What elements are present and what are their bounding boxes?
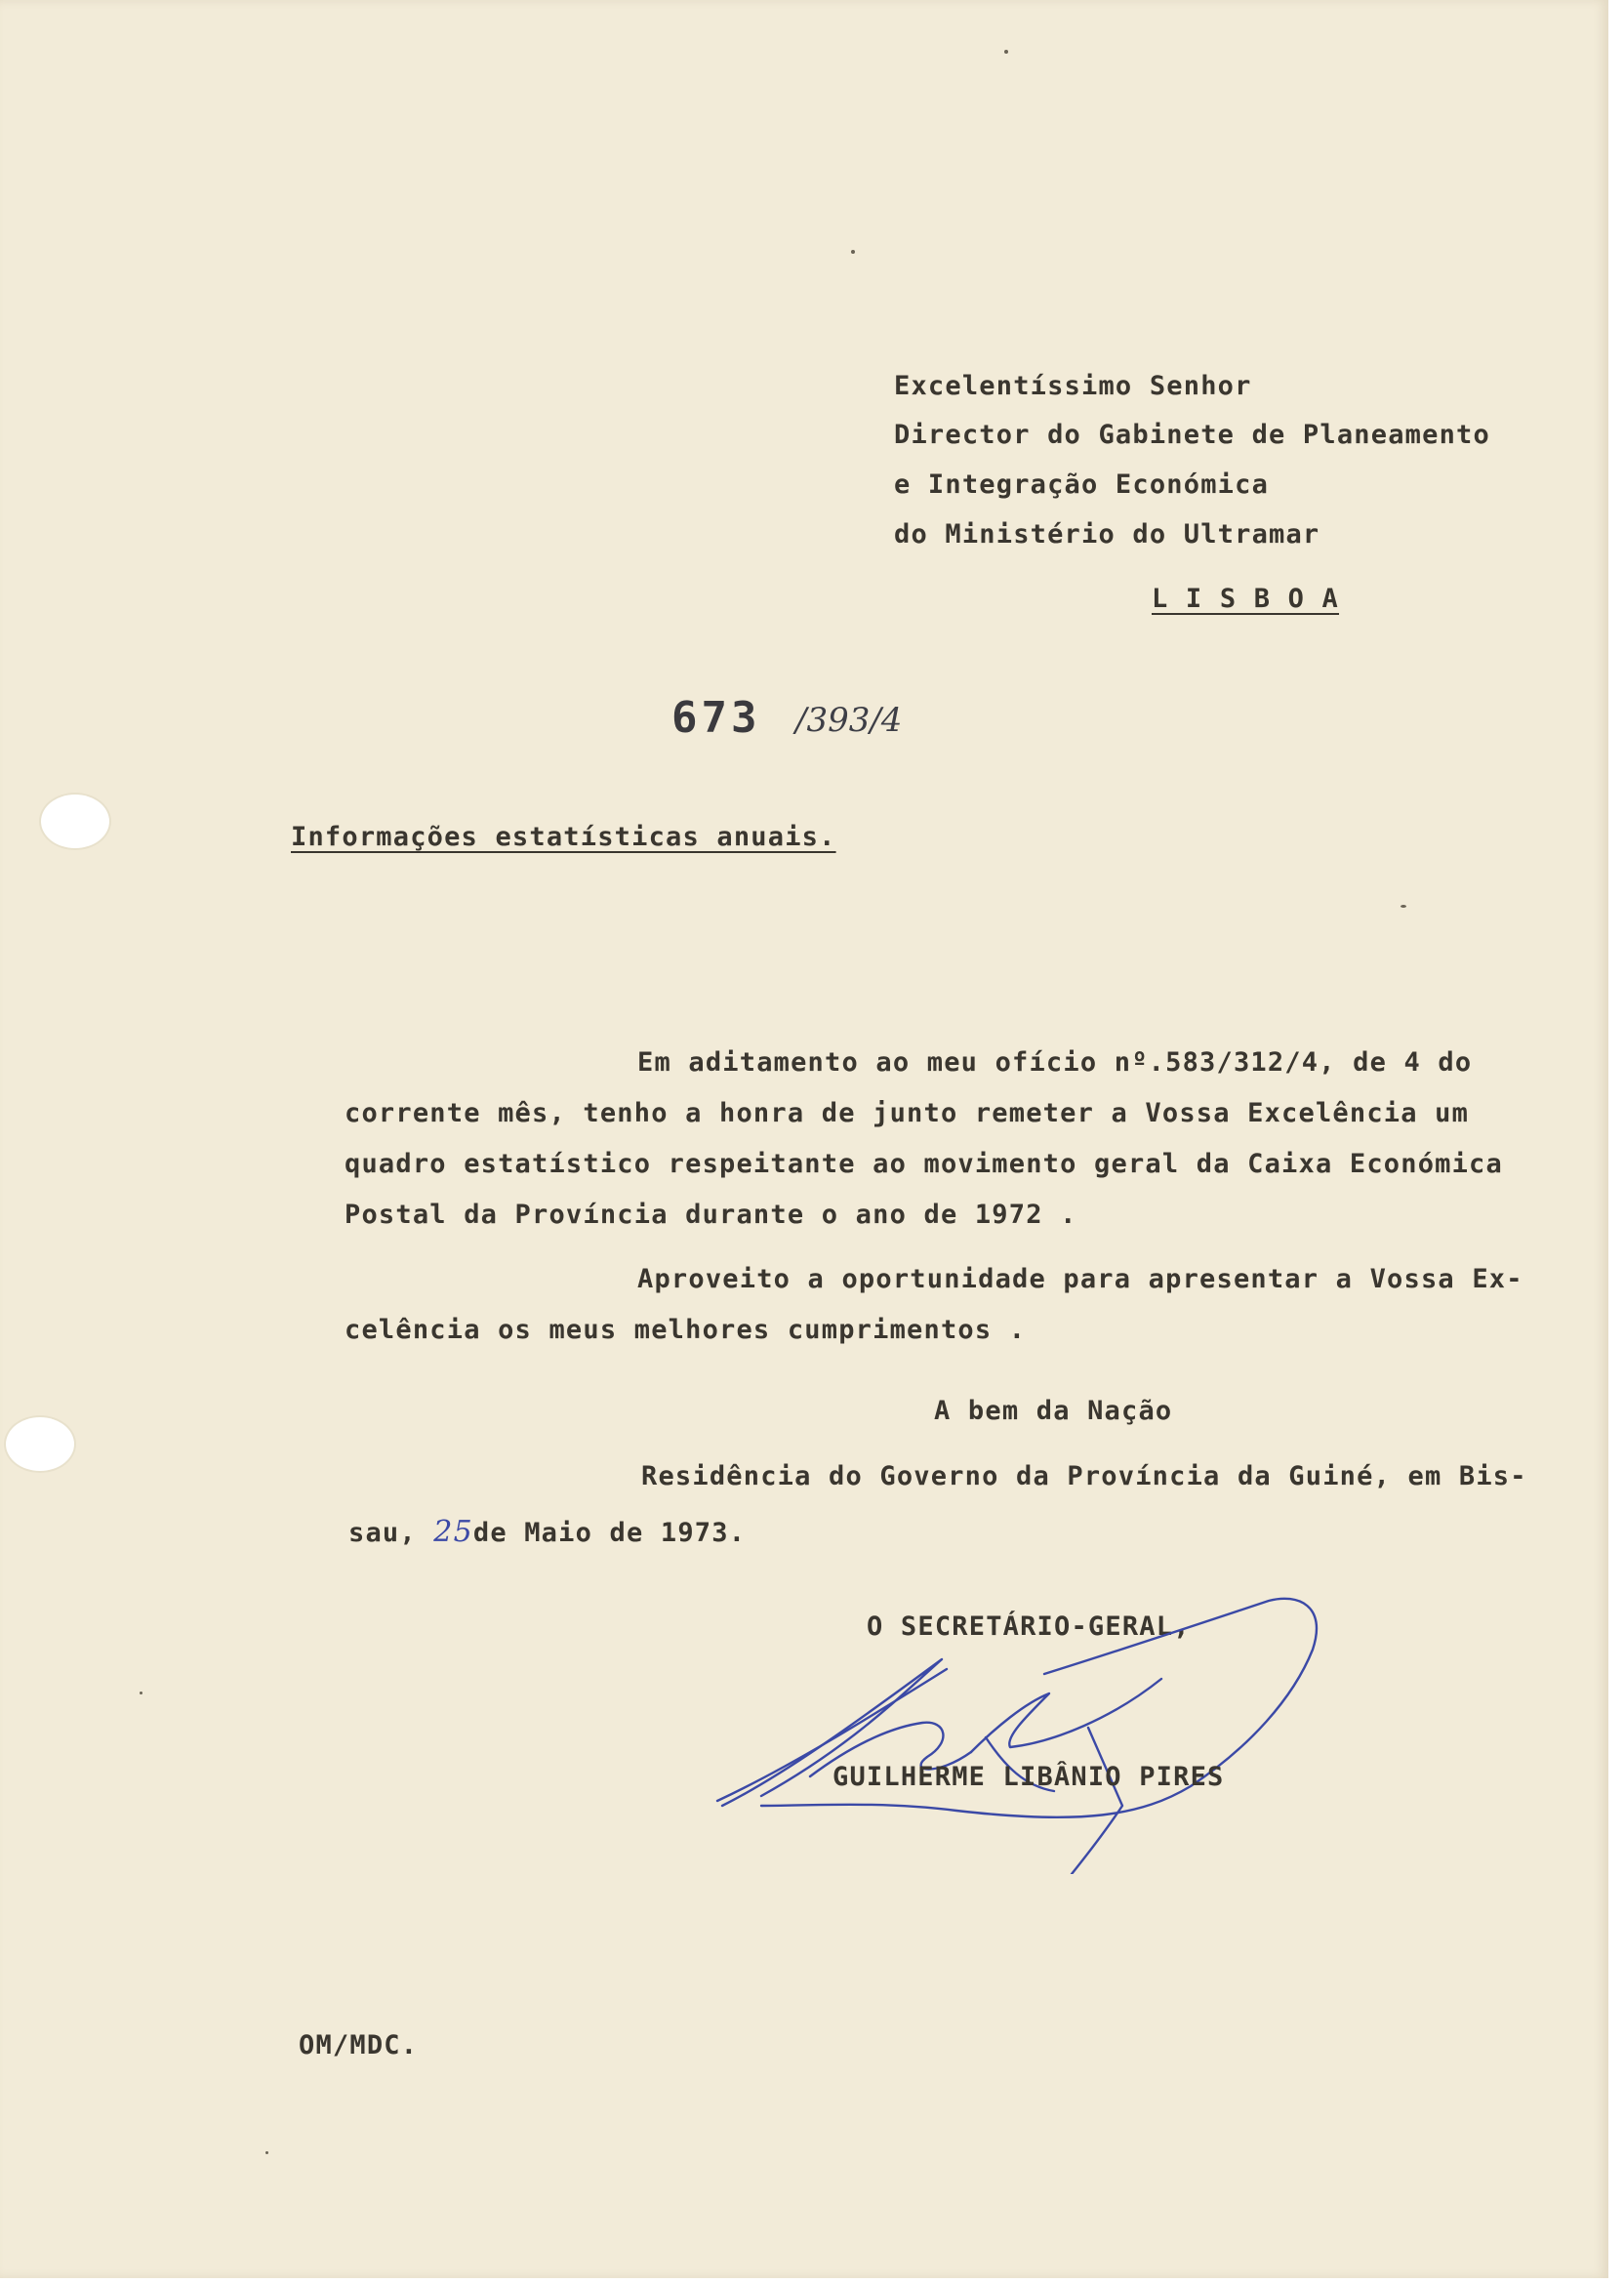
reference-suffix: /393/4 (795, 701, 903, 740)
addressee-line: do Ministério do Ultramar (894, 519, 1320, 550)
subject-line: Informações estatísticas anuais. (291, 822, 836, 852)
punch-hole-top (41, 795, 109, 848)
addressee-line: Excelentíssimo Senhor (894, 371, 1252, 401)
punch-hole-bottom (6, 1417, 74, 1471)
handwritten-signature (703, 1581, 1337, 1874)
body-line: Em aditamento ao meu ofício nº.583/312/4, de 4 do (637, 1047, 1473, 1078)
addressee-line: Director do Gabinete de Planeamento (894, 420, 1490, 450)
paper-speck (1401, 905, 1406, 908)
body-line: Postal da Província durante o ano de 1972 . (345, 1200, 1077, 1230)
body-line: celência os meus melhores cumprimentos . (345, 1315, 1027, 1345)
body-line: quadro estatístico respeitante ao movimento geral da Caixa Económica (345, 1149, 1503, 1179)
date-line (348, 1515, 746, 1549)
addressee-line: e Integração Económica (894, 469, 1270, 500)
date-suffix: de Maio de 1973. (472, 1518, 747, 1548)
reference-number: 673 (671, 693, 761, 743)
handwritten-day: 25 (433, 1515, 473, 1549)
paper-speck (265, 2151, 268, 2154)
body-line: corrente mês, tenho a honra de junto remeter a Vossa Excelência um (345, 1098, 1470, 1128)
paper-speck (851, 250, 855, 254)
date-prefix: sau, (348, 1518, 434, 1548)
paper-speck (1004, 50, 1008, 54)
signatory-name: GUILHERME LIBÂNIO PIRES (832, 1762, 1225, 1792)
signatory-title: O SECRETÁRIO-GERAL, (867, 1611, 1191, 1642)
initials: OM/MDC. (299, 2030, 419, 2060)
paper-speck (140, 1692, 142, 1694)
salutation: A bem da Nação (934, 1396, 1173, 1426)
place-line: Residência do Governo da Província da Guiné, em Bis- (641, 1461, 1527, 1491)
addressee-city: L I S B O A (1152, 584, 1340, 614)
body-line: Aproveito a oportunidade para apresentar a Vossa Ex- (637, 1264, 1523, 1294)
scan-border (1608, 0, 1624, 2284)
